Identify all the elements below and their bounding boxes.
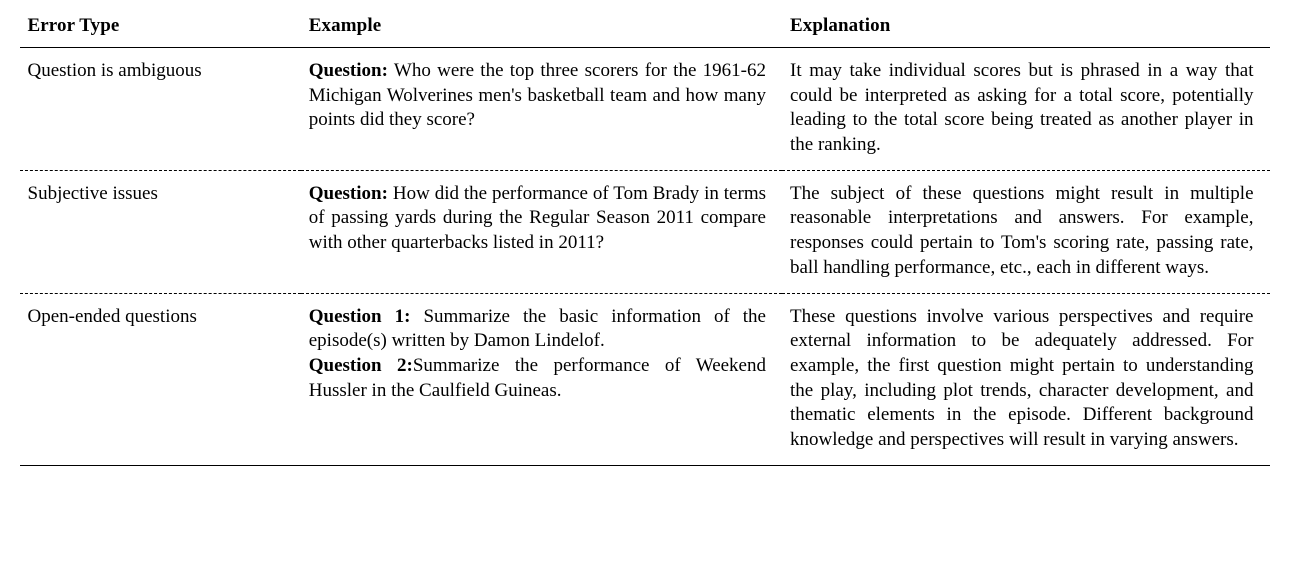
- column-header-explanation: Explanation: [790, 15, 891, 36]
- cell-explanation: The subject of these questions might result in multiple reasonable interpretations and answers. For example, responses could pertain to Tom's scoring rate, passing rate, ball handling performance, etc., each in different ways.: [782, 170, 1270, 293]
- cell-example: [301, 48, 782, 171]
- cell-example: [301, 293, 782, 465]
- question-text-2: Summarize the performance of Weekend Hussler in the Caulfield Guineas.: [308, 354, 766, 401]
- question-text: Summarize the basic information of the episode(s) written by Damon Lindelof.: [308, 305, 766, 352]
- cell-example: [301, 170, 782, 293]
- question-label: Question:: [308, 60, 388, 81]
- table-body: [20, 48, 1270, 466]
- question-1-block: [309, 305, 766, 354]
- question-text: Who were the top three scorers for the 1961-62 Michigan Wolverines men's basketball team and how many points did they score?: [308, 60, 766, 131]
- table-header-row: [20, 6, 1270, 48]
- column-header-error-type: Error Type: [27, 15, 120, 36]
- table-row: [20, 170, 1270, 293]
- question-label: Question 1:: [308, 305, 411, 327]
- cell-error-type: Question is ambiguous: [20, 48, 301, 171]
- cell-error-type: Open-ended questions: [20, 293, 301, 465]
- cell-error-type: Subjective issues: [20, 170, 301, 293]
- column-header-example: Example: [308, 15, 382, 36]
- table-row: [20, 293, 1270, 465]
- table-row: [20, 48, 1270, 171]
- question-label: Question:: [308, 182, 388, 204]
- cell-explanation: These questions involve various perspectives and require external information to be adequately addressed. For example, the first question might pertain to understanding the play, including plot trends, character development, and thematic elements in the episode. Different background knowledge and perspectives will result in varying answers.: [782, 293, 1270, 465]
- cell-explanation: It may take individual scores but is phrased in a way that could be interpreted as asking for a total score, potentially leading to the total score being treated as another player in the ranking.: [782, 48, 1270, 171]
- table-header: [20, 6, 1270, 48]
- question-label-2: Question 2:: [308, 354, 413, 376]
- error-type-table: [20, 6, 1270, 466]
- question-text: How did the performance of Tom Brady in terms of passing yards during the Regular Season 2011 compare with other quarterbacks listed in 2011?: [308, 182, 766, 254]
- question-2-block: [309, 354, 766, 403]
- error-type-table-container: [20, 0, 1270, 466]
